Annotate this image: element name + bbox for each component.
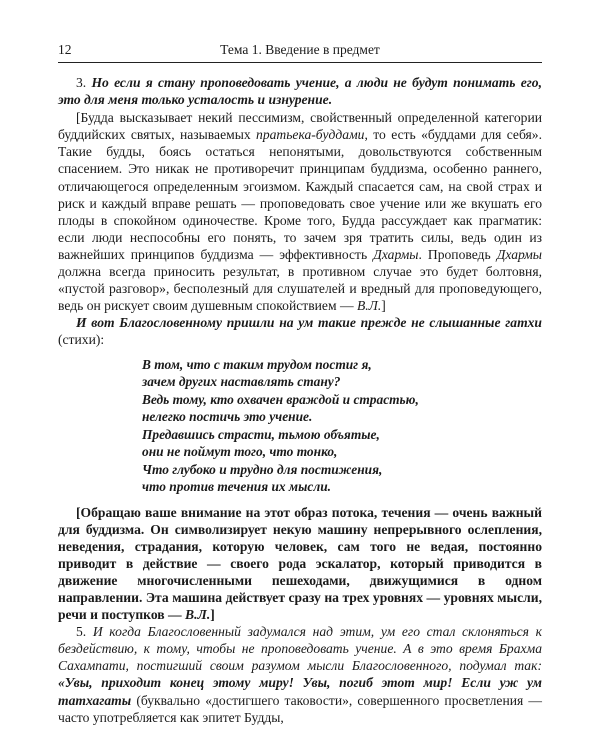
sutta-text: И когда Благословенный задумался над этим, ум его стал склоняться к бездействию, к тому, чтобы не проповедовать учение. А в это время Брахма Сахампати, постигший своим разумом мысли Благословенного, подумал так: — [58, 624, 542, 674]
verse-intro — [58, 314, 542, 348]
verse-line: они не поймут того, что тонко, — [142, 444, 338, 459]
intro-gloss: (стихи): — [58, 332, 105, 348]
page-body — [58, 74, 542, 726]
page-header — [58, 40, 542, 63]
intro-text: И вот Благословенному пришли на ум такие прежде не слышанные гатхи — [76, 315, 542, 331]
verse-line: нелегко постичь это учение. — [142, 409, 313, 424]
verse-line: что против течения их мысли. — [142, 479, 332, 494]
brahma-speech: «Увы, приходит конец этому миру! Увы, погиб этот мир! Если уж ум татхагаты — [58, 675, 542, 708]
author-signature: В.Л. — [185, 607, 211, 623]
author-signature: В.Л. — [356, 298, 382, 314]
commentary-text: . Проповедь — [418, 246, 497, 262]
commentary-text: должна всегда приносить результат, в противном случае это будет болтовня, «пустой разговор», бесполезный для слушателей и вредный для проповедующего, ведь он рискует своим душевным спокойствием — — [58, 264, 542, 314]
gloss-text: (буквально «достигшего таковости», совершенного просветления — часто употребляется как эпитет Будды, — [58, 692, 542, 725]
paragraph-5 — [58, 623, 542, 726]
commentary-text: [Будда высказывает некий пессимизм, свойственный определенной категории буддийских святых, называемых — [58, 110, 542, 143]
bracket: ] — [381, 298, 386, 314]
commentary-2 — [58, 504, 542, 624]
verse-line: зачем других наставлять стану? — [142, 374, 341, 389]
paragraph-number: 5. — [76, 624, 93, 640]
running-head: Тема 1. Введение в предмет — [220, 42, 380, 57]
commentary-text: , то есть «буддами для себя». Такие будды, боясь остаться непонятыми, довольствуются собственным спасением. Это никак не противоречит принципам буддизма, особенно раннего, отличающегося определенным эгоизмом. Каждый спасается сам, на свой страх и риск и каждый вправе решать — проповедовать свое учение или же вкушать его плоды в спокойном одиночестве. Кроме того, Будда рассуждает как прагматик: если люди неспособны его понять, то зачем зря тратить силы, ведь один из важнейших принципов буддизма — эффективность — [58, 127, 542, 262]
term-dharma: Дхармы — [496, 246, 542, 262]
bracket: ] — [210, 607, 215, 623]
commentary-text: [Обращаю ваше внимание на этот образ потока, течения — очень важный для буддизма. Он символизирует некую машину непрерывного ослепления, неведения, страдания, которую человек, сам того не ведая, постоянно приводит в действие — своего рода эскалатор, который приводится в движение многочисленными пешеходами, движущимися в одном направлении. Эта машина действует сразу на трех уровнях — уровнях мысли, речи и поступков — — [58, 504, 542, 623]
sutta-text: Но если я стану проповедовать учение, а люди не будут понимать его, это для меня только усталость и изнурение. — [58, 75, 542, 108]
verse-block — [142, 356, 542, 496]
verse-line: Предавшись страсти, тьмою объятые, — [142, 426, 380, 442]
verse-line: Ведь тому, кто охвачен враждой и страстью, — [142, 391, 419, 407]
term-dharma: Дхармы — [373, 246, 419, 262]
verse-line: В том, что с таким трудом постиг я, — [142, 356, 372, 372]
page-number: 12 — [58, 42, 72, 57]
paragraph-number: 3. — [76, 75, 92, 90]
commentary-1 — [58, 109, 542, 314]
verse-line: Что глубоко и трудно для постижения, — [142, 461, 383, 477]
paragraph-3 — [58, 74, 542, 108]
term-pratyeka-buddha: пратьека-буддами — [256, 127, 365, 143]
